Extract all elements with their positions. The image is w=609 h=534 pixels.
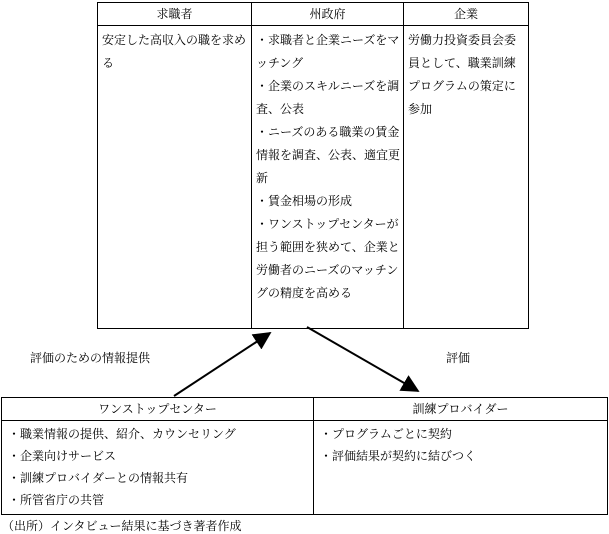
- one-stop-center-item: ・企業向けサービス: [8, 449, 117, 463]
- training-provider-item: ・評価結果が契約に結びつく: [320, 449, 477, 463]
- service-table: [1, 397, 608, 515]
- cell-one-stop-center: [2, 421, 314, 515]
- state-government-item: ・ワンストップセンターが担う範囲を狭めて、企業と労働者のニーズのマッチングの精度を高める: [256, 217, 400, 300]
- training-provider-item: ・プログラムごとに契約: [320, 427, 452, 441]
- arrow-to-training-provider: [307, 327, 418, 391]
- one-stop-center-item: ・職業情報の提供、紹介、カウンセリング: [8, 427, 236, 441]
- one-stop-center-item: ・所管省庁の共管: [8, 493, 105, 507]
- company-item: 労働力投資委員会委員として、職業訓練プログラムの策定に参加: [408, 33, 517, 116]
- source-footnote: （出所）インタビュー結果に基づき著者作成: [2, 519, 242, 533]
- stakeholder-table: [97, 2, 529, 329]
- job-seeker-item: 安定した高収入の職を求める: [102, 33, 247, 70]
- state-government-item: ・ニーズのある職業の賃金情報を調査、公表、適宜更新: [256, 125, 401, 185]
- cell-training-provider: [314, 421, 608, 515]
- state-government-item: ・企業のスキルニーズを調査、公表: [256, 79, 400, 116]
- cell-company: [404, 26, 529, 329]
- cell-job-seeker: [98, 26, 252, 329]
- header-training-provider: 訓練プロバイダー: [314, 398, 608, 421]
- header-state-government: 州政府: [252, 3, 404, 26]
- header-one-stop-center: ワンストップセンター: [2, 398, 314, 421]
- header-job-seeker: 求職者: [98, 3, 252, 26]
- cell-state-government: [252, 26, 404, 329]
- arrow-label-information: 評価のための情報提供: [30, 351, 151, 365]
- header-company: 企業: [404, 3, 529, 26]
- state-government-item: ・賃金相場の形成: [256, 194, 353, 208]
- arrow-label-evaluation: 評価: [446, 351, 471, 365]
- one-stop-center-item: ・訓練プロバイダーとの情報共有: [8, 471, 189, 485]
- state-government-item: ・求職者と企業ニーズをマッチング: [256, 33, 400, 70]
- arrow-to-state-government: [174, 333, 270, 396]
